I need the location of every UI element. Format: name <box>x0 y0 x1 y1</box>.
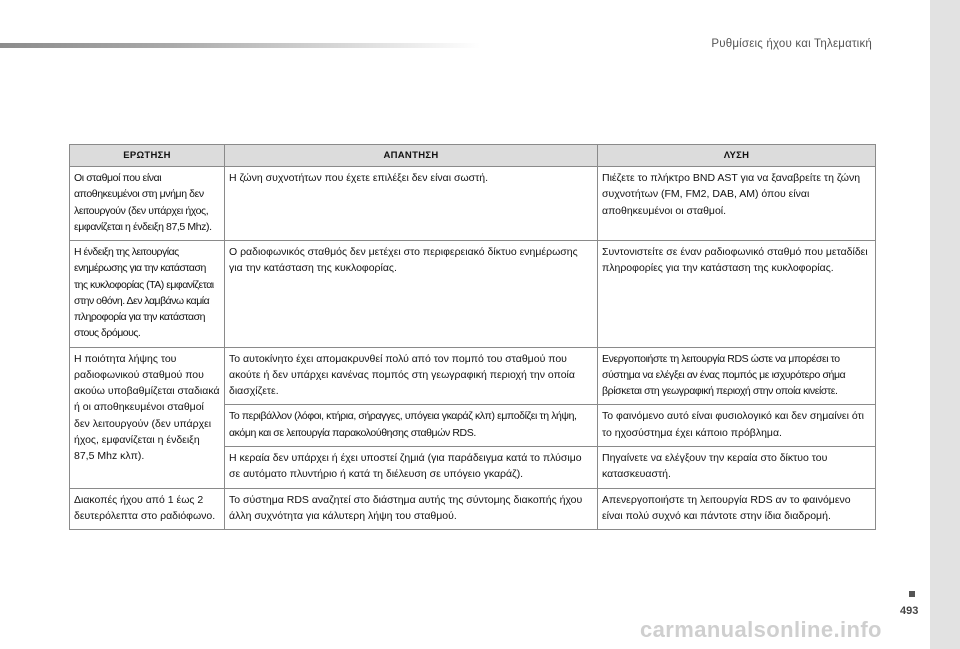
column-header-answer: ΑΠΑΝΤΗΣΗ <box>225 145 598 167</box>
solution-cell: Το φαινόμενο αυτό είναι φυσιολογικό και δεν σημαίνει ότι το ηχοσύστημα έχει κάποιο πρόβλημα. <box>598 405 876 447</box>
page-marker-square <box>909 591 915 597</box>
table-row <box>70 488 876 530</box>
page-section-title: Ρυθμίσεις ήχου και Τηλεματική <box>711 38 872 50</box>
answer-cell: Ο ραδιοφωνικός σταθμός δεν μετέχει στο περιφερειακό δίκτυο ενημέρωσης για την κατάσταση της κυκλοφορίας. <box>225 241 598 348</box>
question-cell: Διακοπές ήχου από 1 έως 2 δευτερόλεπτα στο ραδιόφωνο. <box>70 488 225 530</box>
header-decoration-bar <box>0 43 480 48</box>
table-row <box>70 241 876 348</box>
solution-cell: Πιέζετε το πλήκτρο BND AST για να ξαναβρείτε τη ζώνη συχνοτήτων (FM, FM2, DAB, AM) όπου είναι αποθηκευμένοι οι σταθμοί. <box>598 167 876 241</box>
solution-cell: Πηγαίνετε να ελέγξουν την κεραία στο δίκτυο του κατασκευαστή. <box>598 446 876 488</box>
column-header-solution: ΛΥΣΗ <box>598 145 876 167</box>
column-header-question: ΕΡΩΤΗΣΗ <box>70 145 225 167</box>
answer-cell: Το περιβάλλον (λόφοι, κτήρια, σήραγγες, υπόγεια γκαράζ κλπ) εμποδίζει τη λήψη, ακόμη και σε λειτουργία παρακολούθησης σταθμών RDS. <box>225 405 598 447</box>
faq-table <box>69 144 876 530</box>
page-side-strip <box>930 0 960 649</box>
solution-cell: Συντονιστείτε σε έναν ραδιοφωνικό σταθμό που μεταδίδει πληροφορίες για την κατάσταση της κυκλοφορίας. <box>598 241 876 348</box>
question-cell: Η ποιότητα λήψης του ραδιοφωνικού σταθμού που ακούω υποβαθμίζεται σταδιακά ή οι αποθηκευμένοι σταθμοί δεν λειτουργούν (δεν υπάρχει ήχος, εμφανίζεται η ένδειξη 87,5 Mhz κλπ). <box>70 347 225 488</box>
table-row <box>70 347 876 405</box>
answer-cell: Η ζώνη συχνοτήτων που έχετε επιλέξει δεν είναι σωστή. <box>225 167 598 241</box>
answer-cell: Η κεραία δεν υπάρχει ή έχει υποστεί ζημιά (για παράδειγμα κατά το πλύσιμο σε αυτόματο πλυντήριο ή κατά τη διέλευση σε υπόγειο γκαράζ). <box>225 446 598 488</box>
answer-cell: Το σύστημα RDS αναζητεί στο διάστημα αυτής της σύντομης διακοπής ήχου άλλη συχνότητα για κάλυτερη λήψη του σταθμού. <box>225 488 598 530</box>
solution-cell: Ενεργοποιήστε τη λειτουργία RDS ώστε να μπορέσει το σύστημα να ελέγξει αν ένας πομπός με ισχυρότερο σήμα βρίσκεται στη γεωγραφική περιοχή στην οποία κινείστε. <box>598 347 876 405</box>
answer-cell: Το αυτοκίνητο έχει απομακρυνθεί πολύ από τον πομπό του σταθμού που ακούτε ή δεν υπάρχει κανένας πομπός στη γεωγραφική περιοχή την οποία διασχίζετε. <box>225 347 598 405</box>
table-header-row <box>70 145 876 167</box>
watermark-text: carmanualsonline.info <box>640 617 882 642</box>
solution-cell: Απενεργοποιήστε τη λειτουργία RDS αν το φαινόμενο είναι πολύ συχνό και πάντοτε στην ίδια διαδρομή. <box>598 488 876 530</box>
question-cell: Η ένδειξη της λειτουργίας ενημέρωσης για την κατάσταση της κυκλοφορίας (TA) εμφανίζεται στην οθόνη. Δεν λαμβάνω καμία πληροφορία για την κατάσταση στους δρόμους. <box>70 241 225 348</box>
table-row <box>70 167 876 241</box>
page-number: 493 <box>900 605 919 617</box>
question-cell: Οι σταθμοί που είναι αποθηκευμένοι στη μνήμη δεν λειτουργούν (δεν υπάρχει ήχος, εμφανίζεται η ένδειξη 87,5 Mhz). <box>70 167 225 241</box>
